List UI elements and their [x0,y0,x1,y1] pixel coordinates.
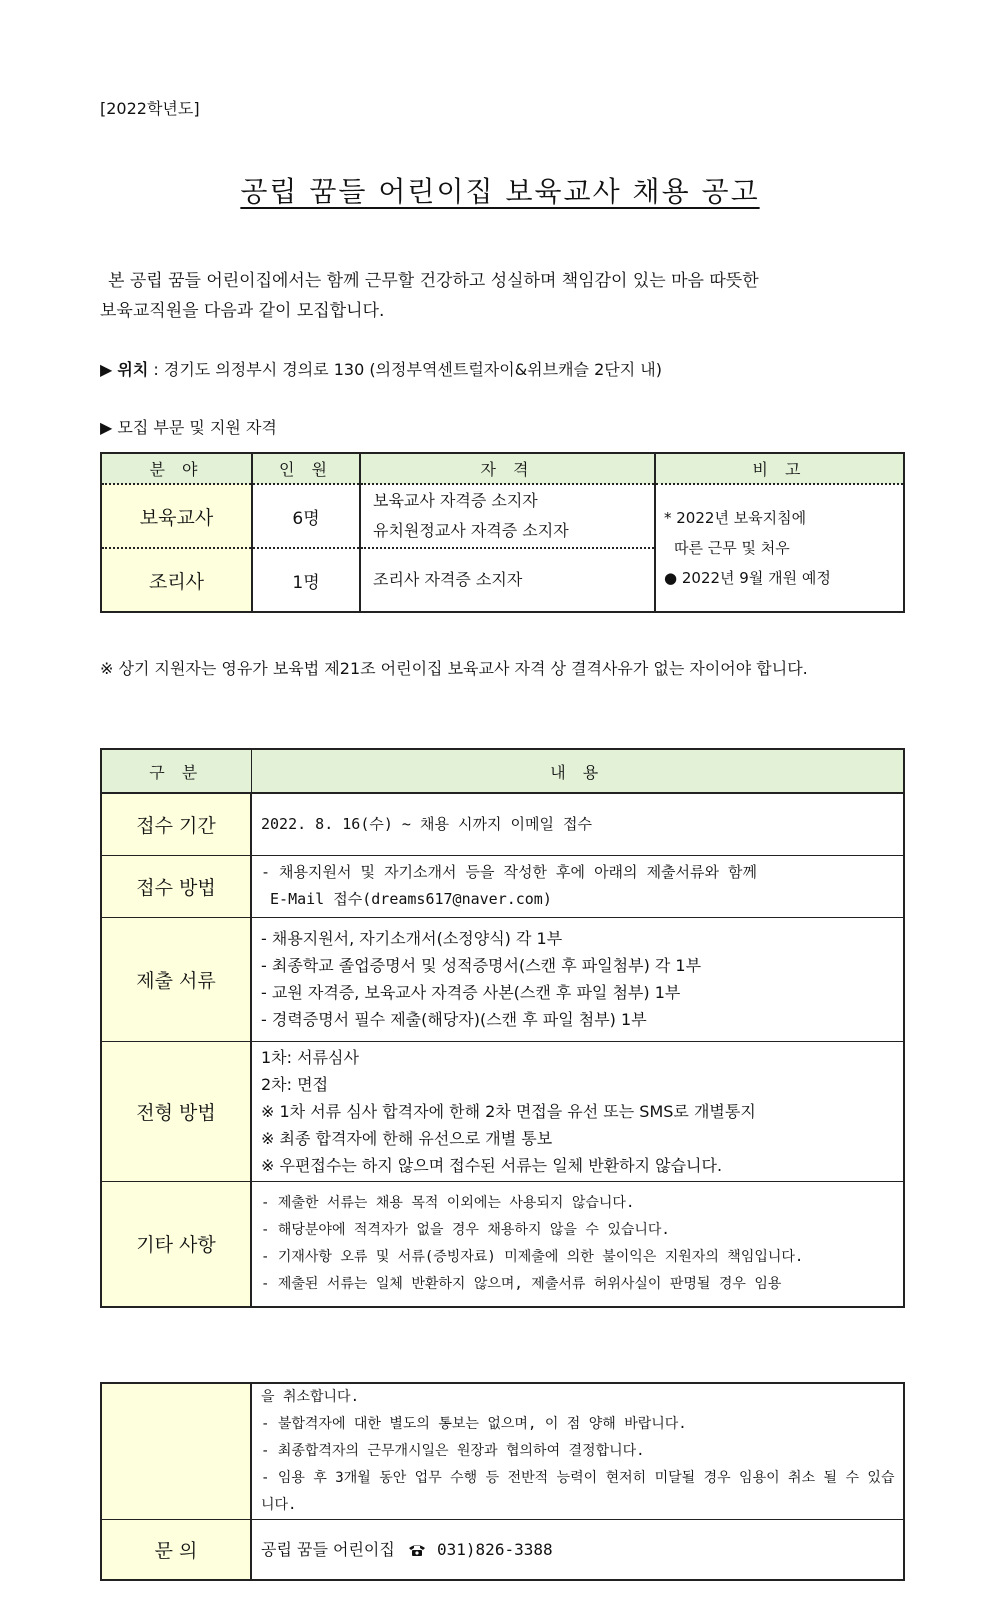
table-row [101,855,904,917]
recruit-table [100,452,905,613]
info-table [100,748,905,1308]
intro-paragraph [100,266,900,326]
year-label: [2022학년도] [100,99,200,118]
contact-name: 공립 꿈들 어린이집 [261,1540,395,1560]
location-value: : 경기도 의정부시 경의로 130 (의정부역센트럴자이&위브캐슬 2단지 내) [153,360,662,379]
content-line: ※ 최종 합격자에 한해 유선으로 개별 통보 [261,1128,553,1148]
info-table-header [101,749,904,793]
header-category: 구 분 [101,749,251,793]
phone-icon [408,1542,426,1561]
table-row [101,917,904,1041]
header-remarks: 비 고 [655,453,904,484]
page-title [0,170,1000,210]
content-line: - 제출한 서류는 채용 목적 이외에는 사용되지 않습니다. [261,1194,635,1211]
location-label: 위치 [117,360,149,379]
eligibility-notice: ※ 상기 지원자는 영유가 보육법 제21조 어린이집 보육교사 자격 상 결격사유가 없는 자이어야 합니다. [100,659,808,678]
content-line: - 최종학교 졸업증명서 및 성적증명서(스캔 후 파일첨부) 각 1부 [261,956,702,975]
content-line: - 기재사항 오류 및 서류(증빙자료) 미제출에 의한 불이익은 지원자의 책임입니다. [261,1248,804,1265]
content-line: ※ 우편접수는 하지 않으며 접수된 서류는 일체 반환하지 않습니다. [261,1155,723,1175]
qualification-item: 유치원정교사 자격증 소지자 [373,521,569,540]
content-line: - 채용지원서 및 자기소개서 등을 작성한 후에 아래의 제출서류와 함께 [261,863,758,881]
table-row [101,793,904,855]
count-cell: 1명 [252,548,360,612]
content-line: 2차: 면접 [261,1074,329,1094]
field-cell: 보육교사 [101,484,252,548]
location-marker: ▶ [100,360,113,379]
content-line: - 교원 자격증, 보육교사 자격증 사본(스캔 후 파일 첨부) 1부 [261,983,681,1002]
recruit-section-heading [100,415,277,438]
content-line: 을 취소합니다. [261,1389,360,1405]
content-line: 1차: 서류심사 [261,1047,359,1067]
row-content [251,793,904,855]
content-line: - 채용지원서, 자기소개서(소정양식) 각 1부 [261,929,563,948]
recruit-section-label: 모집 부문 및 지원 자격 [117,418,277,437]
count-cell: 6명 [252,484,360,548]
header-count: 인 원 [252,453,360,484]
row-label-empty [101,1383,251,1520]
content-line: - 해당분야에 적격자가 없을 경우 채용하지 않을 수 있습니다. [261,1221,670,1238]
remarks-cell [655,484,904,612]
content-line: ※ 1차 서류 심사 합격자에 한해 2차 면접을 유선 또는 SMS로 개별통지 [261,1101,756,1121]
page-title-text: 공립 꿈들 어린이집 보육교사 채용 공고 [240,175,760,208]
content-line: - 경력증명서 필수 제출(해당자)(스캔 후 파일 첨부) 1부 [261,1010,647,1029]
qualification-cell [360,484,655,548]
field-cell: 조리사 [101,548,252,612]
qualification-cell [360,548,655,612]
row-content [251,917,904,1041]
row-label: 접수 기간 [101,793,251,855]
table-row [101,1181,904,1307]
qualification-item: 보육교사 자격증 소지자 [373,491,538,510]
content-line: - 최종합격자의 근무개시일은 원장과 협의하여 결정합니다. [261,1443,645,1459]
content-line: - 임용 후 3개월 동안 업무 수행 등 전반적 능력이 현저히 미달될 경우 임용이 취소 될 수 있습니다. [261,1470,895,1513]
intro-line-2: 보육교직원을 다음과 같이 모집합니다. [100,301,385,321]
remark-line: ● 2022년 9월 개원 예정 [664,569,831,587]
row-label: 기타 사항 [101,1181,251,1307]
qualification-item: 조리사 자격증 소지자 [373,570,523,589]
content-line: - 불합격자에 대한 별도의 통보는 없으며, 이 점 양해 바랍니다. [261,1416,687,1432]
header-qualification: 자 격 [360,453,655,484]
row-label: 전형 방법 [101,1041,251,1181]
remark-line: 따른 근무 및 처우 [674,539,790,557]
row-label: 제출 서류 [101,917,251,1041]
row-content [251,1041,904,1181]
contact-phone: 031)826-3388 [437,1540,553,1560]
recruit-section-marker: ▶ [100,418,113,437]
row-content [251,1181,904,1307]
contact-label: 문 의 [101,1520,251,1580]
row-content [251,1383,904,1520]
header-content: 내 용 [251,749,904,793]
header-field: 분 야 [101,453,252,484]
recruit-table-header [101,453,904,484]
content-line: 2022. 8. 16(수) ~ 채용 시까지 이메일 접수 [261,814,592,833]
row-label: 접수 방법 [101,855,251,917]
row-content [251,855,904,917]
table-row [101,1520,904,1580]
remark-line: * 2022년 보육지침에 [664,509,807,527]
content-line: E-Mail 접수(dreams617@naver.com) [261,890,552,908]
contact-content [251,1520,904,1580]
intro-line-1: 본 공립 꿈들 어린이집에서는 함께 근무할 건강하고 성실하며 책임감이 있는 마음 따뜻한 [108,271,759,291]
table-row [101,1383,904,1520]
table-row [101,484,904,548]
content-line: - 제출된 서류는 일체 반환하지 않으며, 제출서류 허위사실이 판명될 경우 임용 [261,1275,782,1292]
table-row [101,1041,904,1181]
location-line [100,357,662,380]
info-table-continued [100,1382,905,1581]
